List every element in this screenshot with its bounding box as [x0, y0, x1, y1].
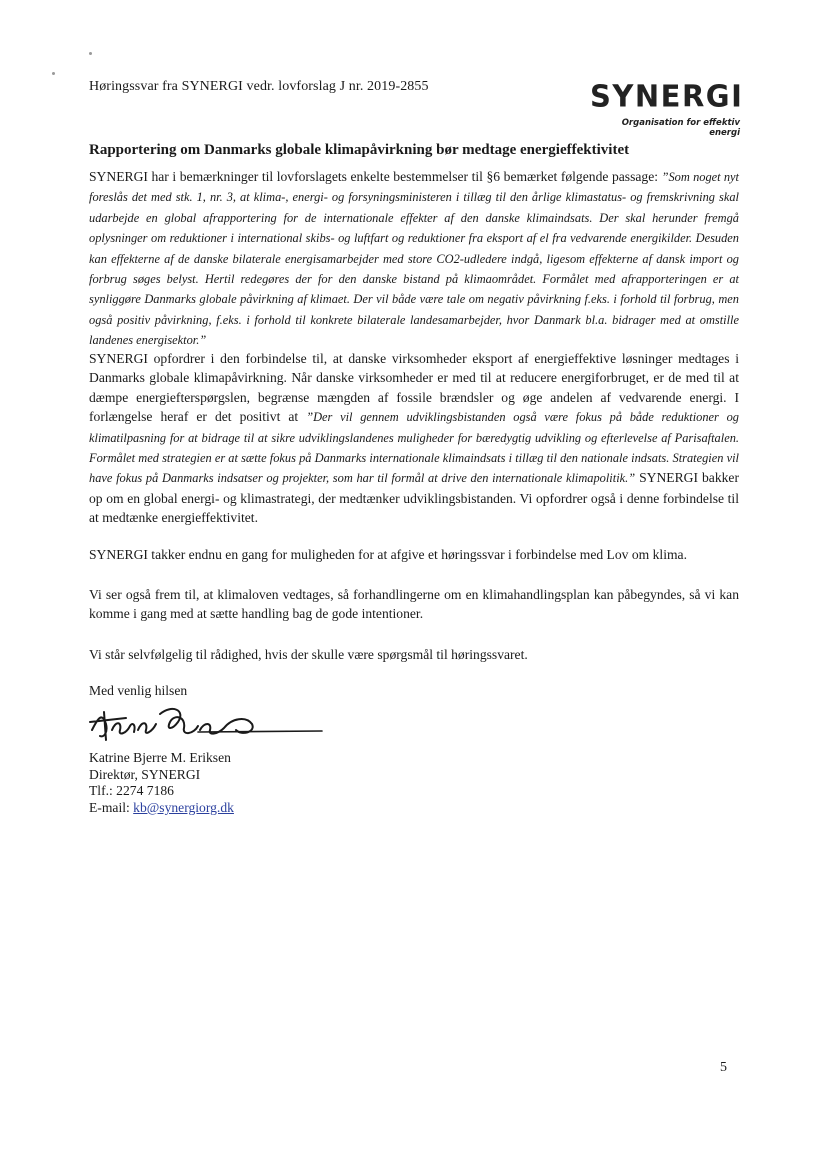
signatory-name: Katrine Bjerre M. Eriksen — [89, 750, 231, 765]
paragraph-2-quote: ”Der vil gennem udviklingsbistanden også være fokus på både reduktioner og klimatilpasning for at bidrage til at sikre udviklingslandenes muligheder for bæredygtig udvikling og efterlevelse af Parisaftalen. Formålet med strategien er at sætte fokus på Danmarks internationale klimaindsats i tillæg til den nationale indsats. Strategien vil have fokus på Danmarks indsatser og projekter, som har til formål at drive den internationale klimapolitik.” — [89, 410, 739, 486]
paragraph-2 — [89, 349, 739, 528]
scan-speck — [89, 52, 92, 55]
paragraph-5: Vi står selvfølgelig til rådighed, hvis der skulle være spørgsmål til høringssvaret. — [89, 647, 528, 662]
logo-wordmark: SYNERGI — [590, 78, 744, 114]
logo-tagline: Organisation for effektiv energi — [621, 118, 740, 138]
closing-salutation: Med venlig hilsen — [89, 683, 188, 698]
paragraph-1 — [89, 167, 739, 351]
scan-speck — [52, 72, 55, 75]
document-title: Rapportering om Danmarks globale klimapåvirkning bør medtage energieffektivitet — [89, 142, 630, 158]
email-link[interactable]: kb@synergiorg.dk — [133, 799, 234, 815]
paragraph-1-quote: ”Som noget nyt foreslås det med stk. 1, nr. 3, at klima-, energi- og forsyningsministeren i tillæg til den årlige klimastatus- og fremskrivning skal udarbejde en global afrapportering for de internationale effekter af den danske klimaindsats. Der skal herunder fremgå oplysninger om reduktioner i international skibs- og luftfart og reduktioner fra eksport af el fra vedvarende energikilder. Desuden kan effekterne af de danske bilaterale energisamarbejder med store CO2-udledere indgå, ligesom effekterne af dansk import og forbrug søges belyst. Hertil redegøres der for den danske bistand på klimaområdet. Formålet med afrapporteringen er at synliggøre Danmarks globale påvirkning af klimaet. Der vil både være tale om negativ påvirkning f.eks. i forhold til forbrug, men også positiv påvirkning, f.eks. i forhold til konkrete bilaterale landesamarbejder, hvor Danmark bl.a. bidrager med at omstille landenes energisektor.” — [89, 170, 739, 348]
email-label: E-mail: — [89, 799, 134, 815]
paragraph-4: Vi ser også frem til, at klimaloven vedtages, så forhandlingerne om en klimahandlingsplan kan påbegyndes, så vi kan komme i gang med at sætte handling bag de gode intentioner. — [89, 587, 739, 622]
letter-reference: Høringssvar fra SYNERGI vedr. lovforslag J nr. 2019-2855 — [89, 79, 429, 94]
handwritten-signature — [86, 700, 326, 746]
paragraph-3: SYNERGI takker endnu en gang for muligheden for at afgive et høringssvar i forbindelse med Lov om klima. — [89, 547, 687, 562]
signature-block — [89, 750, 234, 816]
paragraph-2-tail: SYNERGI bakker op om en global energi- og klimastrategi, der medtænker udviklingsbistanden. Vi opfordrer også i denne forbindelse til at medtænke energieffektivitet. — [89, 470, 739, 526]
paragraph-2-lead: SYNERGI opfordrer i den forbindelse til, at danske virksomheder eksport af energieffektive løsninger medtages i Danmarks globale klimapåvirkning. Når danske virksomheder er med til at reducere energiforbruget, er de med til at dæmpe energiefterspørgslen, begrænse mængden af fossile brændsler og øge andelen af vedvarende energi. I forlængelse heraf er det positivt at — [89, 351, 739, 425]
signatory-phone: Tlf.: 2274 7186 — [89, 783, 174, 799]
synergi-logo — [590, 78, 744, 138]
signatory-role: Direktør, SYNERGI — [89, 766, 201, 782]
page-number: 5 — [720, 1060, 727, 1075]
signatory-email-line — [89, 800, 234, 817]
paragraph-1-lead: SYNERGI har i bemærkninger til lovforslagets enkelte bestemmelser til §6 bemærket følgende passage: — [89, 169, 662, 184]
